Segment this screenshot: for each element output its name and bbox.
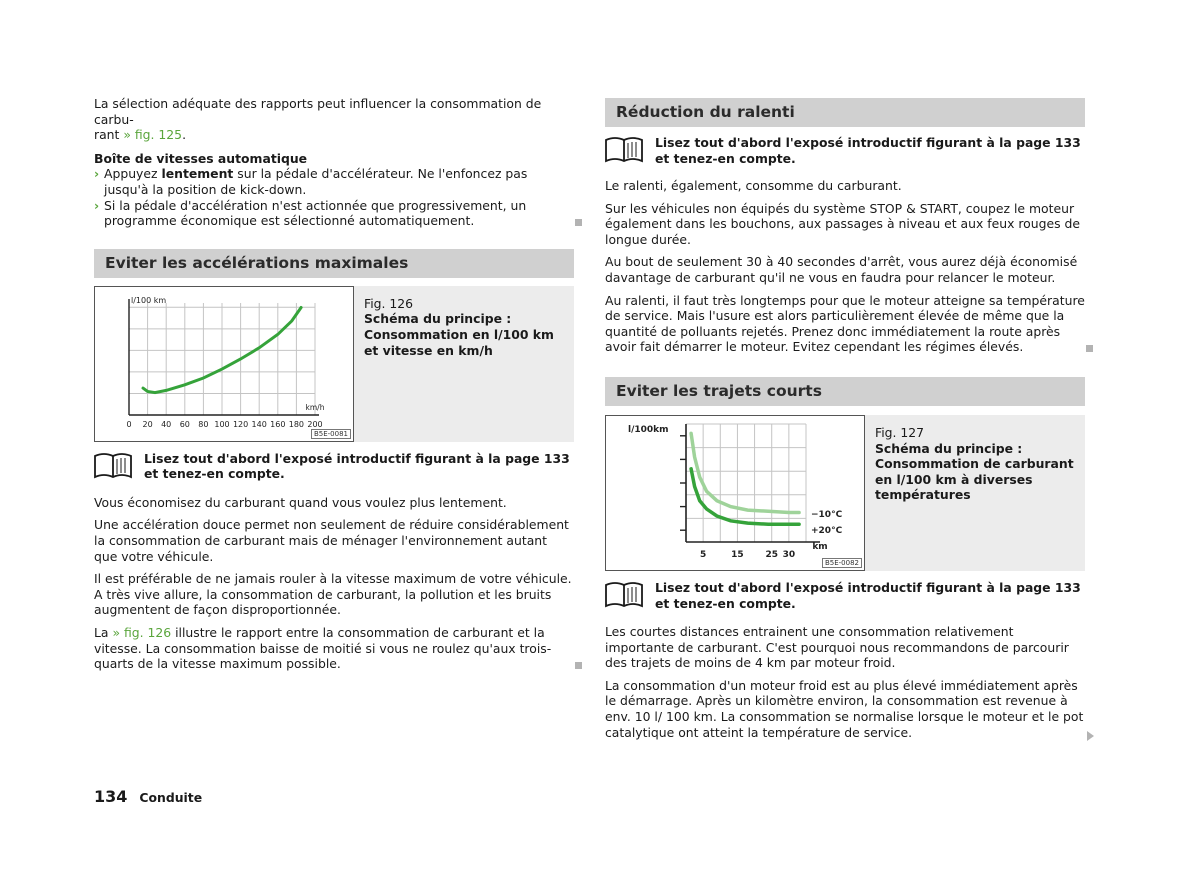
read-first-notice: Lisez tout d'abord l'exposé introductif figurant à la page 133 et tenez-en compte.: [605, 580, 1085, 612]
figure-127: [605, 415, 1085, 571]
body-paragraph: Au bout de seulement 30 à 40 secondes d'arrêt, vous aurez déjà économisé davantage de carburant qu'il ne vous en faudra pour relancer le moteur.: [605, 254, 1078, 285]
body-paragraph: Il est préférable de ne jamais rouler à la vitesse maximum de votre véhicule. A très vive allure, la consommation de carburant, la pollution et les bruits augmentent de façon disproportionnée.: [94, 571, 572, 618]
x-tick-label: 40: [161, 419, 172, 429]
body-paragraph: Au ralenti, il faut très longtemps pour que le moteur atteigne sa température de service. Mais l'usure est alors particulièrement élevée de même que la quantité de polluants rejetés. Prenez donc immédiatement la route après avoir fait démarrer le moteur. Evitez cependant les régimes élevés.: [605, 293, 1085, 355]
figure-caption-text: Schéma du principe : Consommation en l/100 km et vitesse en km/h: [364, 311, 554, 358]
figure-caption-text: Schéma du principe : Consommation de carburant en l/100 km à diverses températures: [875, 440, 1074, 503]
page-number: 134: [94, 787, 128, 806]
x-tick-label: 160: [270, 419, 286, 429]
book-icon: [605, 580, 643, 608]
body-paragraph: Le ralenti, également, consomme du carburant.: [605, 178, 902, 193]
x-tick-label: 120: [232, 419, 249, 429]
bullet-item: › Si la pédale d'accélération n'est actionnée que progressivement, un programme économique est sélectionné automatiquement.: [94, 198, 574, 229]
body-paragraph: La » fig. 126 illustre le rapport entre la consommation de carburant et la vitesse. La consommation baisse de moitié si vous ne roulez qu'aux trois-quarts de la vitesse maximum possible.: [94, 625, 574, 672]
x-tick-label: 200: [307, 419, 323, 429]
page-footer: [94, 787, 202, 806]
section-name: Conduite: [139, 790, 203, 805]
bullet-arrow-icon: ›: [94, 197, 100, 213]
body-paragraph: Vous économisez du carburant quand vous voulez plus lentement.: [94, 494, 507, 510]
section-title: Eviter les trajets courts: [605, 377, 1085, 406]
figure-126: [94, 286, 574, 442]
x-tick-label: 25: [765, 549, 778, 560]
figure-caption: [354, 286, 574, 442]
auto-gearbox-heading: Boîte de vitesses automatique: [94, 150, 308, 166]
section-title: Réduction du ralenti: [605, 98, 1085, 127]
figure-number: Fig. 127: [875, 424, 925, 440]
x-tick-label: 0: [126, 419, 132, 429]
figure-caption: [865, 415, 1085, 571]
x-tick-label: 140: [251, 419, 267, 429]
read-first-notice: Lisez tout d'abord l'exposé introductif figurant à la page 133 et tenez-en compte.: [94, 451, 574, 483]
fig-126-link[interactable]: » fig. 126: [112, 624, 172, 640]
x-tick-label: 100: [214, 419, 230, 429]
y-axis-label: l/100km: [628, 424, 669, 435]
x-tick-label: 180: [288, 419, 305, 429]
read-first-notice: Lisez tout d'abord l'exposé introductif figurant à la page 133 et tenez-en compte.: [605, 135, 1085, 167]
consumption-temperature-chart: [606, 416, 864, 570]
body-paragraph: Une accélération douce permet non seulement de réduire considérablement la consommation de carburant mais de ménager l'environnement autant que votre véhicule.: [94, 517, 569, 564]
end-marker-icon: [1086, 345, 1093, 352]
x-tick-label: 80: [198, 419, 209, 429]
body-paragraph: Les courtes distances entrainent une consommation relativement importante de carburant. C'est pourquoi nous recommandons de parcourir des trajets de moins de 4 km par moteur froid.: [605, 623, 1069, 671]
series-label: +20°C: [811, 525, 843, 536]
right-column: [605, 98, 1085, 740]
left-column: [94, 96, 574, 672]
end-marker-icon: [575, 662, 582, 669]
bullet-item: › Appuyez lentement sur la pédale d'accélérateur. Ne l'enfoncez pas jusqu'à la position de kick-down.: [94, 166, 528, 197]
series-label: −10°C: [811, 509, 843, 520]
x-tick-label: 30: [782, 549, 796, 560]
chart-126: [94, 286, 354, 442]
series-line: [691, 433, 799, 512]
figure-code: B5E-0082: [822, 558, 862, 568]
book-icon: [605, 135, 643, 163]
bullet-arrow-icon: ›: [94, 166, 100, 182]
consumption-speed-chart: [95, 287, 353, 441]
x-axis-label: km/h: [305, 402, 325, 412]
x-axis-label: km: [812, 541, 828, 552]
section-title: Eviter les accélérations maximales: [94, 249, 574, 278]
fig-125-link[interactable]: » fig. 125: [123, 127, 183, 143]
body-paragraph: Sur les véhicules non équipés du système STOP & START, coupez le moteur également dans les bouchons, aux passages à niveau et aux feux rouges de longue durée.: [605, 200, 1080, 247]
body-paragraph: La consommation d'un moteur froid est au plus élevé immédiatement après le démarrage. Après un kilomètre environ, la consommation est revenue à env. 10 l/ 100 km. La consommation se normalise lorsque le moteur et le pot catalytique ont atteint la température de service.: [605, 677, 1084, 740]
continue-arrow-icon: [1087, 731, 1094, 741]
x-tick-label: 15: [731, 549, 744, 560]
x-tick-label: 5: [700, 549, 707, 560]
x-tick-label: 60: [179, 419, 190, 429]
series-line: [691, 469, 799, 525]
chart-127: [605, 415, 865, 571]
intro-paragraph: La sélection adéquate des rapports peut influencer la consommation de carbu- rant » fig. 125.: [94, 96, 542, 143]
x-tick-label: 20: [142, 419, 153, 429]
end-marker-icon: [575, 219, 582, 226]
book-icon: [94, 451, 132, 479]
y-axis-label: l/100 km: [131, 295, 167, 305]
figure-code: B5E-0081: [311, 429, 351, 439]
figure-number: Fig. 126: [364, 295, 414, 311]
